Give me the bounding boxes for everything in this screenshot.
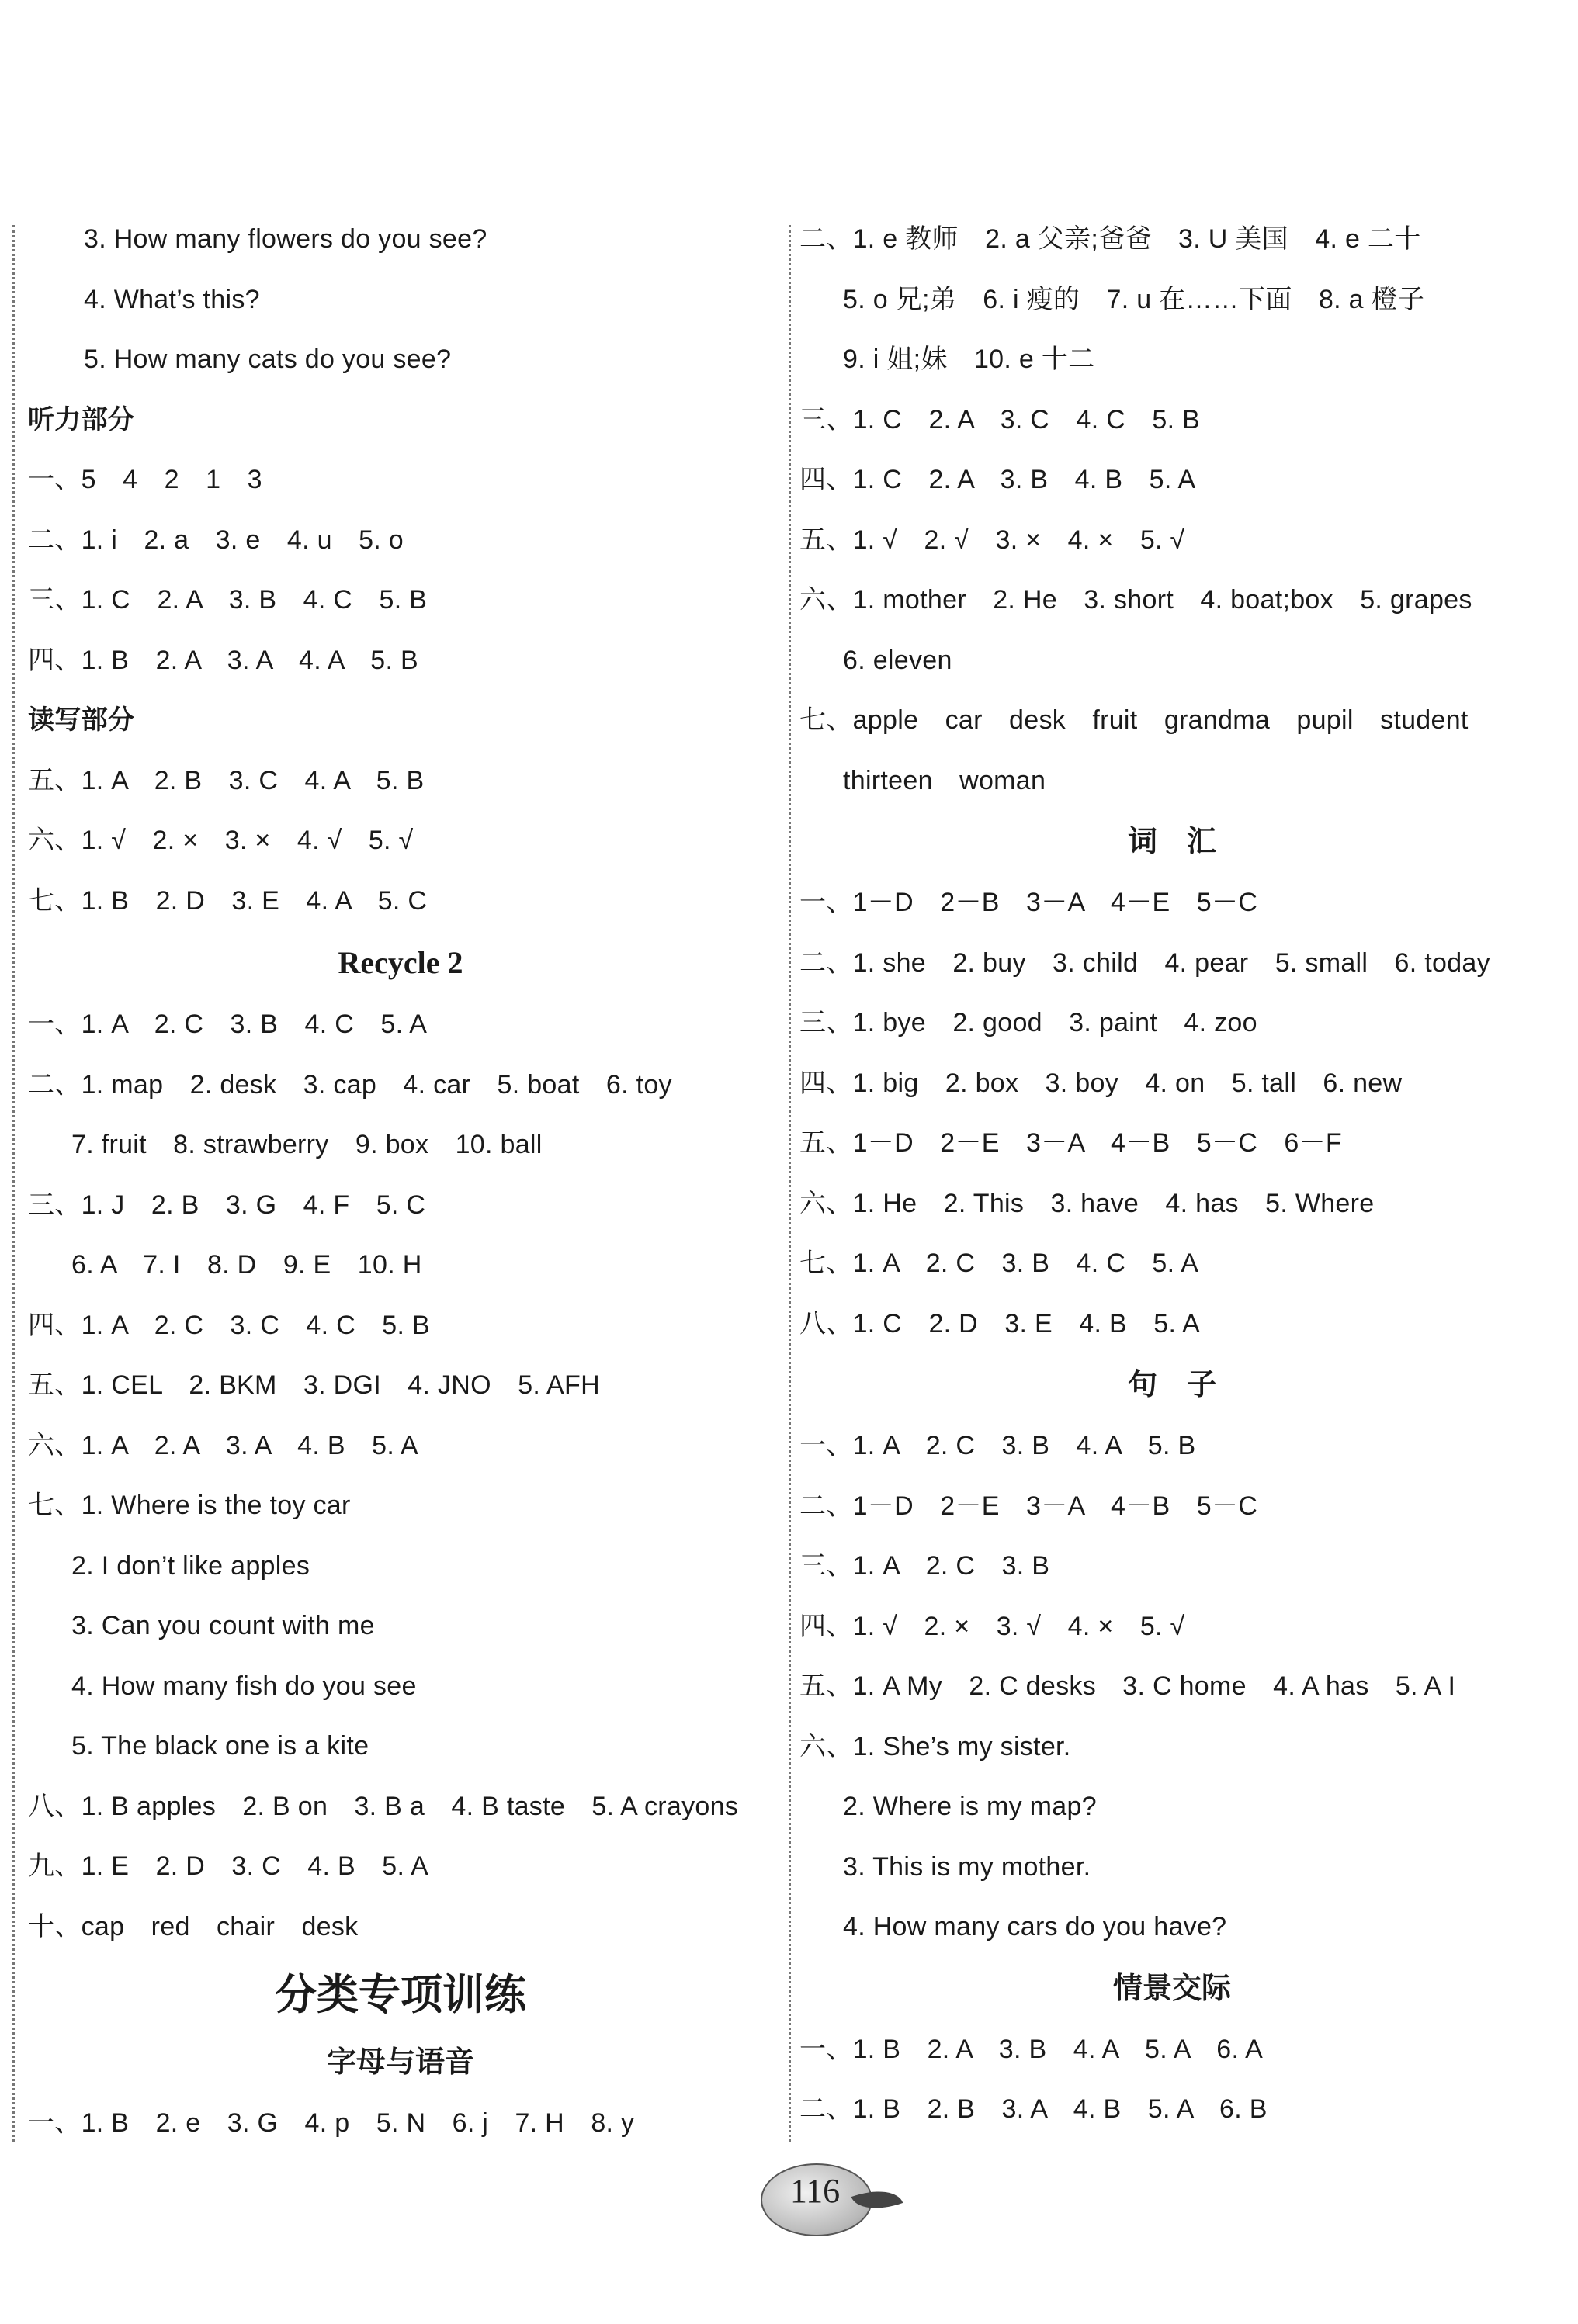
page-number-badge [745, 2157, 908, 2250]
answer-line: 5. o 兄;弟 6. i 瘦的 7. u 在……下面 8. a 橙子 [843, 284, 1425, 314]
section-title-vocabulary: 词 汇 [1127, 826, 1216, 858]
right-column [799, 210, 1545, 2140]
answer-line: 5. The black one is a kite [71, 1731, 369, 1761]
section-title-recycle: Recycle 2 [338, 945, 463, 980]
answer-line: 二、1. i 2. a 3. e 4. u 5. o [28, 525, 404, 555]
answer-line: 五、1. √ 2. √ 3. × 4. × 5. √ [799, 525, 1185, 555]
answer-line: 二、1－D 2－E 3－A 4－B 5－C [799, 1491, 1258, 1521]
left-column [28, 210, 773, 2154]
answer-line: 3. Can you count with me [71, 1611, 375, 1640]
answer-line: 6. A 7. I 8. D 9. E 10. H [71, 1250, 422, 1280]
answer-line: 5. How many cats do you see? [84, 345, 452, 374]
answer-line: 五、1. CEL 2. BKM 3. DGI 4. JNO 5. AFH [28, 1370, 600, 1400]
answer-line: 十、cap red chair desk [28, 1911, 359, 1941]
answer-line: 一、1. B 2. A 3. B 4. A 5. A 6. A [799, 2034, 1264, 2064]
answer-line: 3. This is my mother. [843, 1851, 1091, 1882]
answer-line: 2. I don’t like apples [71, 1550, 310, 1581]
answer-line: 6. eleven [843, 645, 952, 675]
section-title-category-training: 分类专项训练 [275, 1969, 526, 2019]
answer-line: 三、1. A 2. C 3. B [799, 1551, 1050, 1581]
answer-line: 六、1. A 2. A 3. A 4. B 5. A [28, 1430, 418, 1460]
answer-line: 二、1. e 教师 2. a 父亲;爸爸 3. U 美国 4. e 二十 [799, 224, 1421, 254]
section-title-sentences: 句 子 [1127, 1369, 1216, 1401]
answer-line: 三、1. bye 2. good 3. paint 4. zoo [799, 1008, 1257, 1037]
answer-line: 二、1. map 2. desk 3. cap 4. car 5. boat 6. toy [28, 1069, 672, 1100]
answer-line: 五、1. A 2. B 3. C 4. A 5. B [28, 765, 425, 795]
answer-line: 二、1. she 2. buy 3. child 4. pear 5. small 6. today [799, 947, 1490, 978]
answer-line: 七、1. Where is the toy car [28, 1491, 351, 1520]
answer-line: 三、1. C 2. A 3. C 4. C 5. B [799, 404, 1201, 435]
answer-line: 四、1. √ 2. × 3. √ 4. × 5. √ [799, 1611, 1185, 1641]
left-margin-rule [12, 225, 15, 2142]
answer-line: 四、1. C 2. A 3. B 4. B 5. A [799, 465, 1196, 494]
column-divider [789, 225, 791, 2142]
answer-line: 四、1. A 2. C 3. C 4. C 5. B [28, 1310, 430, 1340]
answer-line: 七、1. A 2. C 3. B 4. C 5. A [799, 1249, 1199, 1278]
answer-line: 五、1－D 2－E 3－A 4－B 5－C 6－F [799, 1128, 1342, 1158]
answer-line: 4. How many fish do you see [71, 1671, 417, 1701]
answer-line: 一、5 4 2 1 3 [28, 465, 262, 494]
answer-line: 六、1. She’s my sister. [799, 1731, 1071, 1761]
answer-line: 五、1. A My 2. C desks 3. C home 4. A has 5. A I [799, 1671, 1456, 1701]
answer-line: 3. How many flowers do you see? [84, 224, 487, 254]
answer-line: 八、1. C 2. D 3. E 4. B 5. A [799, 1308, 1201, 1339]
answer-line: thirteen woman [843, 765, 1046, 795]
answer-line: 四、1. B 2. A 3. A 4. A 5. B [28, 645, 418, 675]
section-heading-reading-writing: 读写部分 [28, 705, 135, 735]
answer-line: 三、1. J 2. B 3. G 4. F 5. C [28, 1190, 426, 1220]
answer-line: 二、1. B 2. B 3. A 4. B 5. A 6. B [799, 2094, 1268, 2124]
answer-line: 一、1－D 2－B 3－A 4－E 5－C [799, 888, 1258, 917]
answer-line: 一、1. B 2. e 3. G 4. p 5. N 6. j 7. H 8. y [28, 2108, 635, 2138]
answer-line: 三、1. C 2. A 3. B 4. C 5. B [28, 585, 428, 615]
answer-line: 七、apple car desk fruit grandma pupil student [799, 705, 1469, 735]
answer-line: 四、1. big 2. box 3. boy 4. on 5. tall 6. new [799, 1068, 1403, 1098]
answer-line: 七、1. B 2. D 3. E 4. A 5. C [28, 885, 428, 916]
answer-line: 7. fruit 8. strawberry 9. box 10. ball [71, 1130, 543, 1159]
section-title-letters-phonics: 字母与语音 [326, 2046, 474, 2079]
answer-line: 2. Where is my map? [843, 1792, 1097, 1821]
answer-line: 4. How many cars do you have? [843, 1912, 1227, 1941]
answer-line: 八、1. B apples 2. B on 3. B a 4. B taste 5. A crayons [28, 1791, 739, 1821]
answer-line: 一、1. A 2. C 3. B 4. A 5. B [799, 1431, 1196, 1460]
answer-line: 9. i 姐;妹 10. e 十二 [843, 345, 1095, 374]
answer-line: 六、1. √ 2. × 3. × 4. √ 5. √ [28, 826, 414, 855]
answer-line: 九、1. E 2. D 3. C 4. B 5. A [28, 1851, 429, 1881]
answer-line: 4. What’s this? [84, 284, 260, 314]
page-number: 116 [789, 2172, 841, 2210]
answer-line: 六、1. He 2. This 3. have 4. has 5. Where [799, 1188, 1375, 1218]
answer-line: 一、1. A 2. C 3. B 4. C 5. A [28, 1010, 428, 1039]
answer-line: 六、1. mother 2. He 3. short 4. boat;box 5. grapes [799, 585, 1472, 615]
section-heading-listening: 听力部分 [28, 404, 135, 435]
section-title-situational: 情景交际 [1112, 1972, 1231, 2005]
